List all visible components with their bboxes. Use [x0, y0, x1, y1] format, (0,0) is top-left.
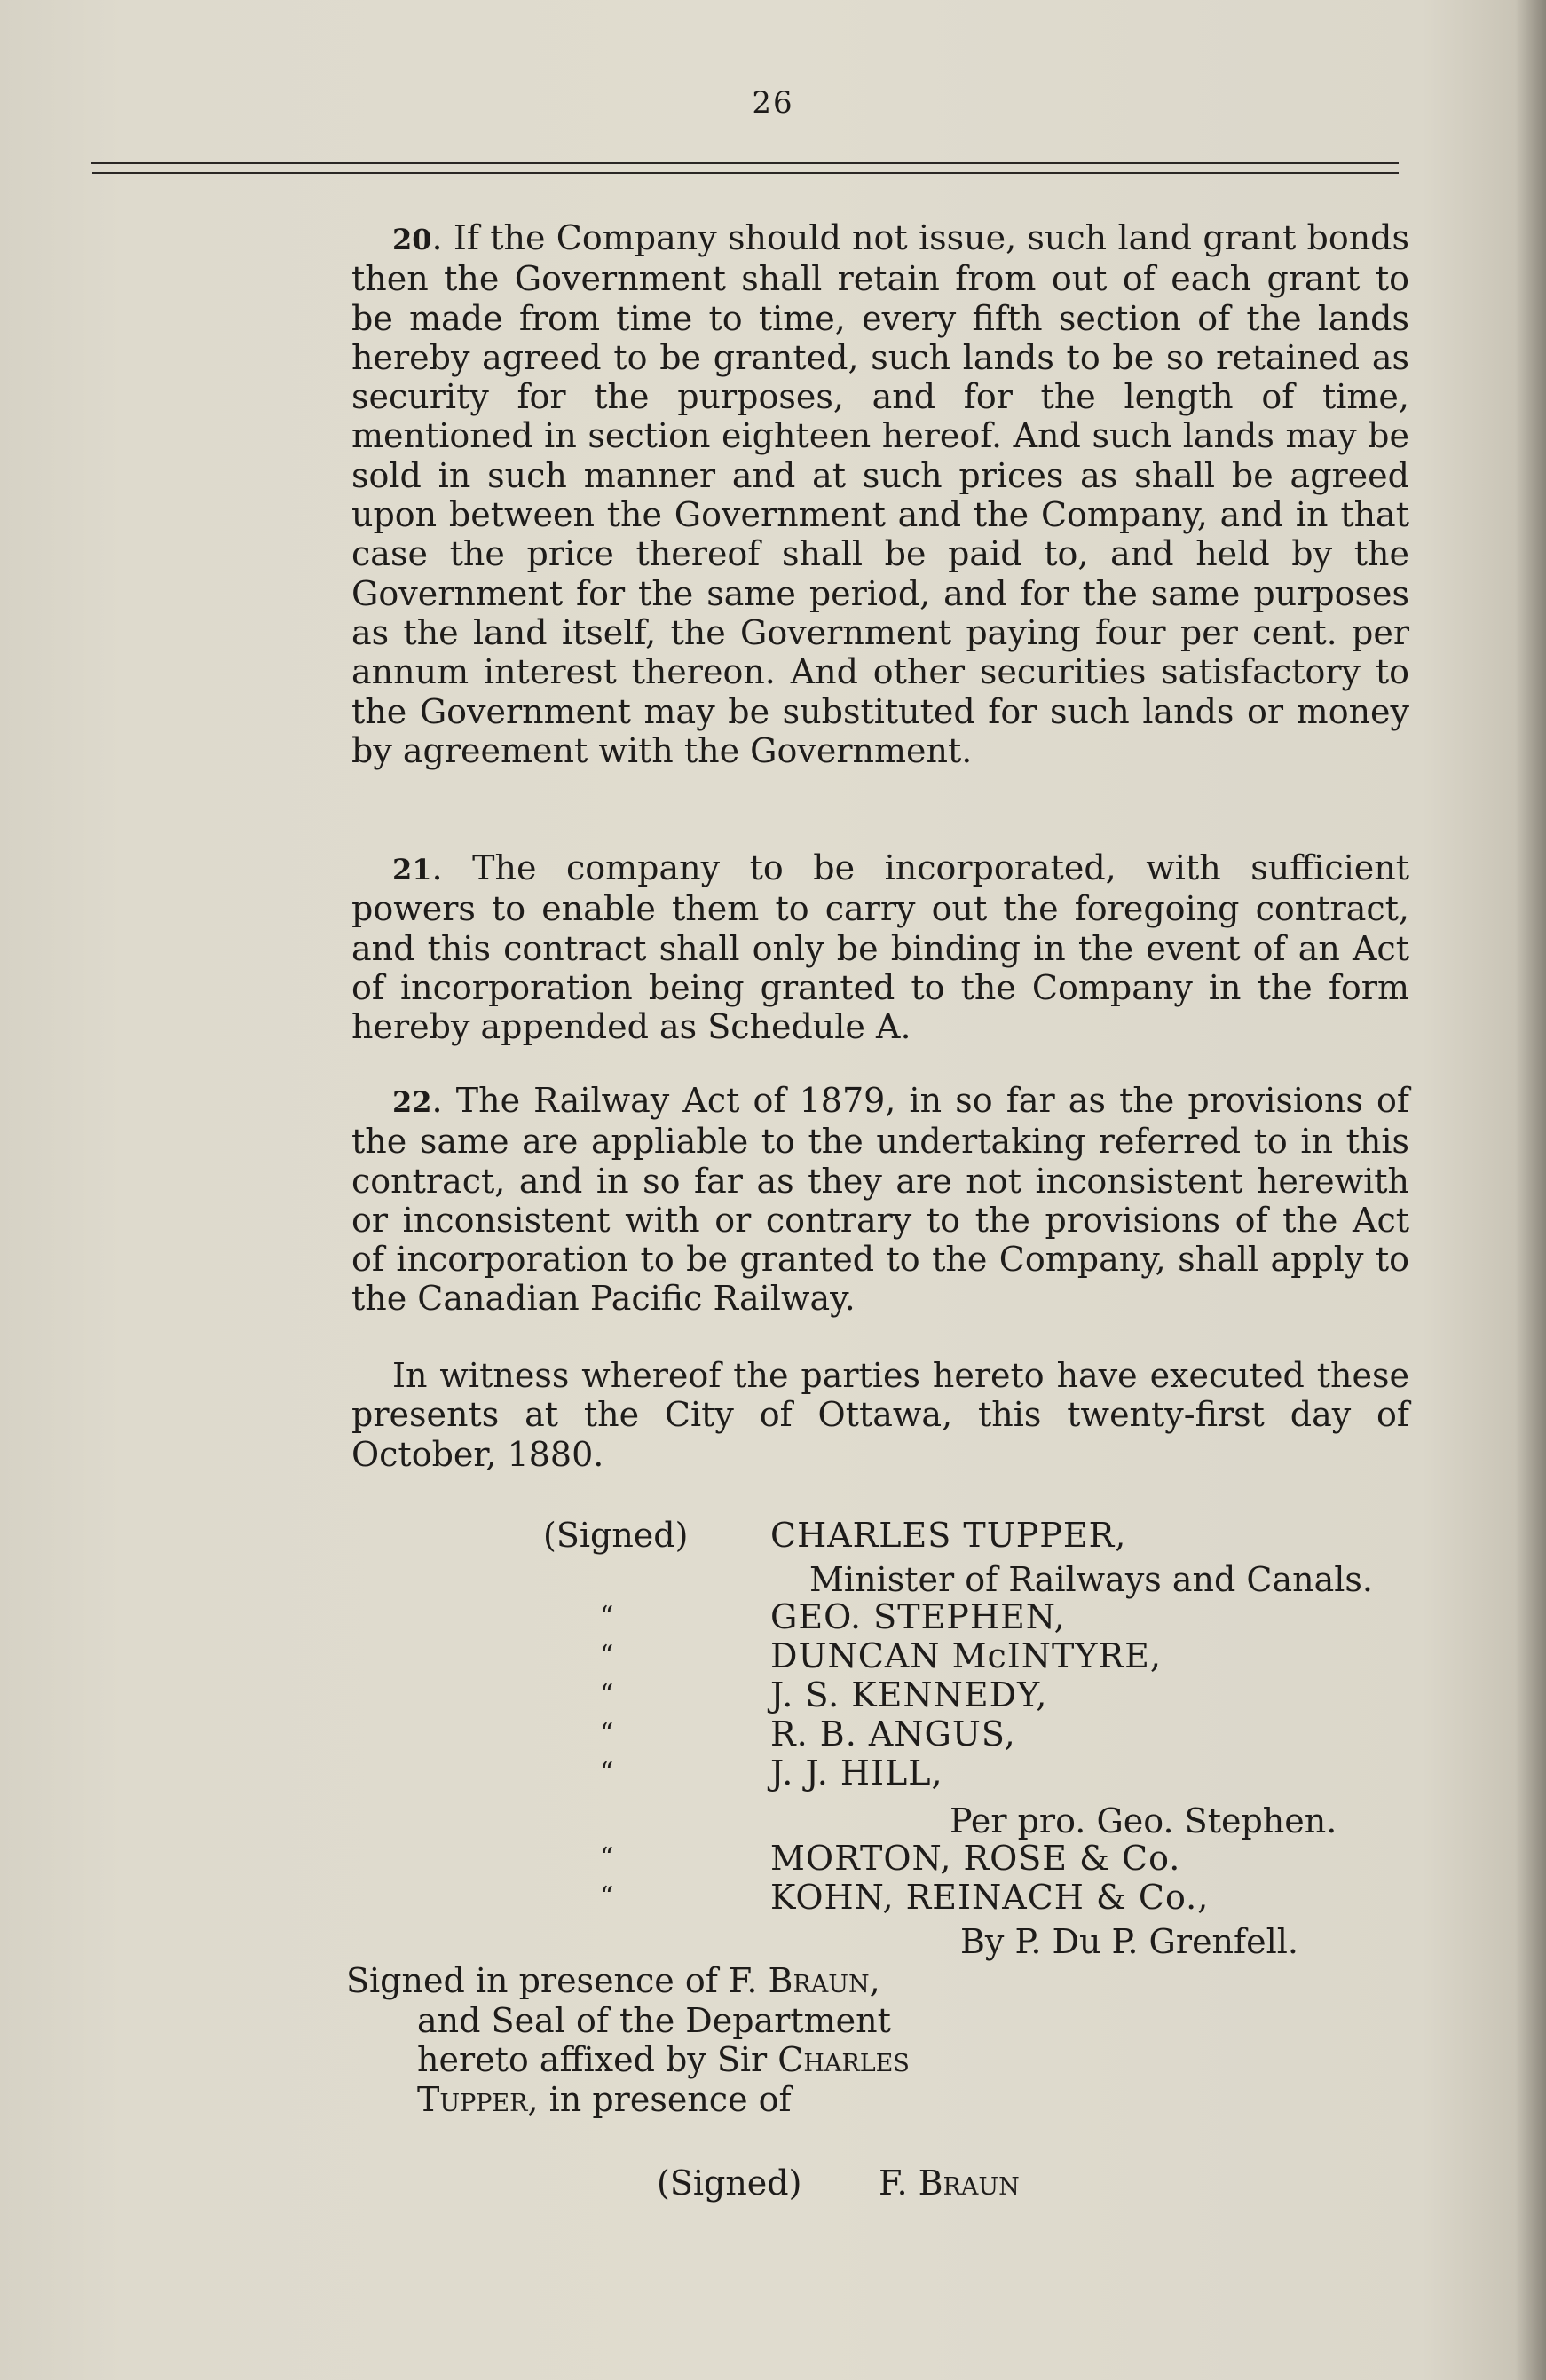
witness-name: Braun, — [768, 1961, 880, 2000]
final-name: Braun — [918, 2163, 1020, 2203]
ditto-mark: “ — [600, 1842, 614, 1873]
signatory-kennedy: J. S. KENNEDY, — [770, 1675, 1048, 1714]
signed-label: (Signed) — [543, 1516, 689, 1555]
signatory-mcintyre: DUNCAN McINTYRE, — [770, 1636, 1162, 1675]
signatory-note: By P. Du P. Grenfell. — [960, 1922, 1298, 1961]
signatory-angus: R. B. ANGUS, — [770, 1714, 1016, 1753]
header-rule — [91, 162, 1399, 164]
final-initial: F. — [879, 2163, 919, 2203]
section-text: The company to be incorporated, with sufficient powers to enable them to carry out the foregoing contract, and this contract shall only be binding in the event of an Act of incorporation being granted to the Company in the form hereby appended as Schedule A. — [351, 848, 1409, 1047]
signatory-kohn: KOHN, REINACH & Co., — [770, 1878, 1210, 1917]
section-20: 20. If the Company should not issue, such land grant bonds then the Government shall retain from out of each grant to be made from time to time, every fifth section of the lands hereby agreed to be granted, such lands to be so retained as security for the purposes, and for the length of time, mentioned in section eighteen hereof. And such lands may be sold in such manner and at such prices as shall be agreed upon between the Government and the Company, and in that case the price thereof shall be paid to, and held by the Government for the same period, and for the same purposes as the land itself, the Government paying four per cent. per annum interest thereon. And other securities satisfactory to the Government may be substituted for such lands or money by agreement with the Government. — [351, 218, 1410, 770]
presence-clause — [346, 1961, 910, 2119]
presence-text: , in presence of — [527, 2079, 792, 2119]
presence-text: Signed in presence of F. — [346, 1961, 769, 2000]
presence-line: and Seal of the Department — [417, 2000, 891, 2040]
signatory-hill: J. J. HILL, — [770, 1753, 943, 1793]
signatory-name: Charles — [777, 2040, 910, 2079]
witness-text: In witness whereof the parties hereto have executed these presents at the City of Ottawa, this twenty-first day of October, 1880. — [351, 1356, 1409, 1474]
final-signatory — [879, 2163, 1020, 2203]
presence-line — [346, 1961, 910, 2001]
section-number: 20 — [392, 223, 432, 256]
ditto-mark: “ — [600, 1679, 614, 1710]
signatory-tupper: CHARLES TUPPER, — [770, 1516, 1127, 1555]
witness-clause — [351, 1356, 1409, 1474]
presence-text: hereto affixed by Sir — [417, 2040, 778, 2079]
ditto-mark: “ — [600, 1881, 614, 1912]
presence-line — [346, 2080, 910, 2120]
signatory-morton: MORTON, ROSE & Co. — [770, 1839, 1181, 1878]
header-rule-secondary — [92, 172, 1399, 174]
section-number: 22 — [392, 1085, 432, 1119]
final-signed-label: (Signed) — [657, 2163, 802, 2203]
signatory-stephen: GEO. STEPHEN, — [770, 1597, 1066, 1636]
presence-line — [346, 2040, 910, 2080]
section-number: 21 — [392, 853, 432, 887]
section-text: If the Company should not issue, such land grant bonds then the Government shall retain from out of each grant to be made from time to time, every fifth section of the lands hereby agreed to be granted, such lands to be so retained as security for the purposes, and for the length of time, mentioned in section eighteen hereof. And such lands may be sold in such manner and at such prices as shall be agreed upon between the Government and the Company, and in that case the price thereof shall be paid to, and held by the Government for the same period, and for the same purposes as the land itself, the Government paying four per cent. per annum interest thereon. And other securities satisfactory to the Government may be substituted for such lands or money by agreement with the Government. — [351, 218, 1410, 770]
ditto-mark: “ — [600, 1640, 614, 1671]
signatory-note: Per pro. Geo. Stephen. — [950, 1801, 1337, 1840]
ditto-mark: “ — [600, 1757, 614, 1788]
signatory-title: Minister of Railways and Canals. — [809, 1560, 1374, 1599]
signatory-name: Tupper — [417, 2079, 528, 2119]
ditto-mark: “ — [600, 1718, 614, 1749]
ditto-mark: “ — [600, 1601, 614, 1632]
page-number: 26 — [752, 85, 794, 121]
section-text: The Railway Act of 1879, in so far as the provisions of the same are appliable to the undertaking referred to in this contract, and in so far as they are not inconsistent herewith or inconsistent with or contrary to the provisions of the Act of incorporation to be granted to the Company, shall apply to the Canadian Pacific Railway. — [351, 1081, 1409, 1319]
section-21: 21. The company to be incorporated, with sufficient powers to enable them to carry out the foregoing contract, and this contract shall only be binding in the event of an Act of incorporation being granted to the Company in the form hereby appended as Schedule A. — [351, 848, 1409, 1047]
section-22: 22. The Railway Act of 1879, in so far as the provisions of the same are appliable to the undertaking referred to in this contract, and in so far as they are not inconsistent herewith or inconsistent with or contrary to the provisions of the Act of incorporation to be granted to the Company, shall apply to the Canadian Pacific Railway. — [351, 1081, 1409, 1319]
